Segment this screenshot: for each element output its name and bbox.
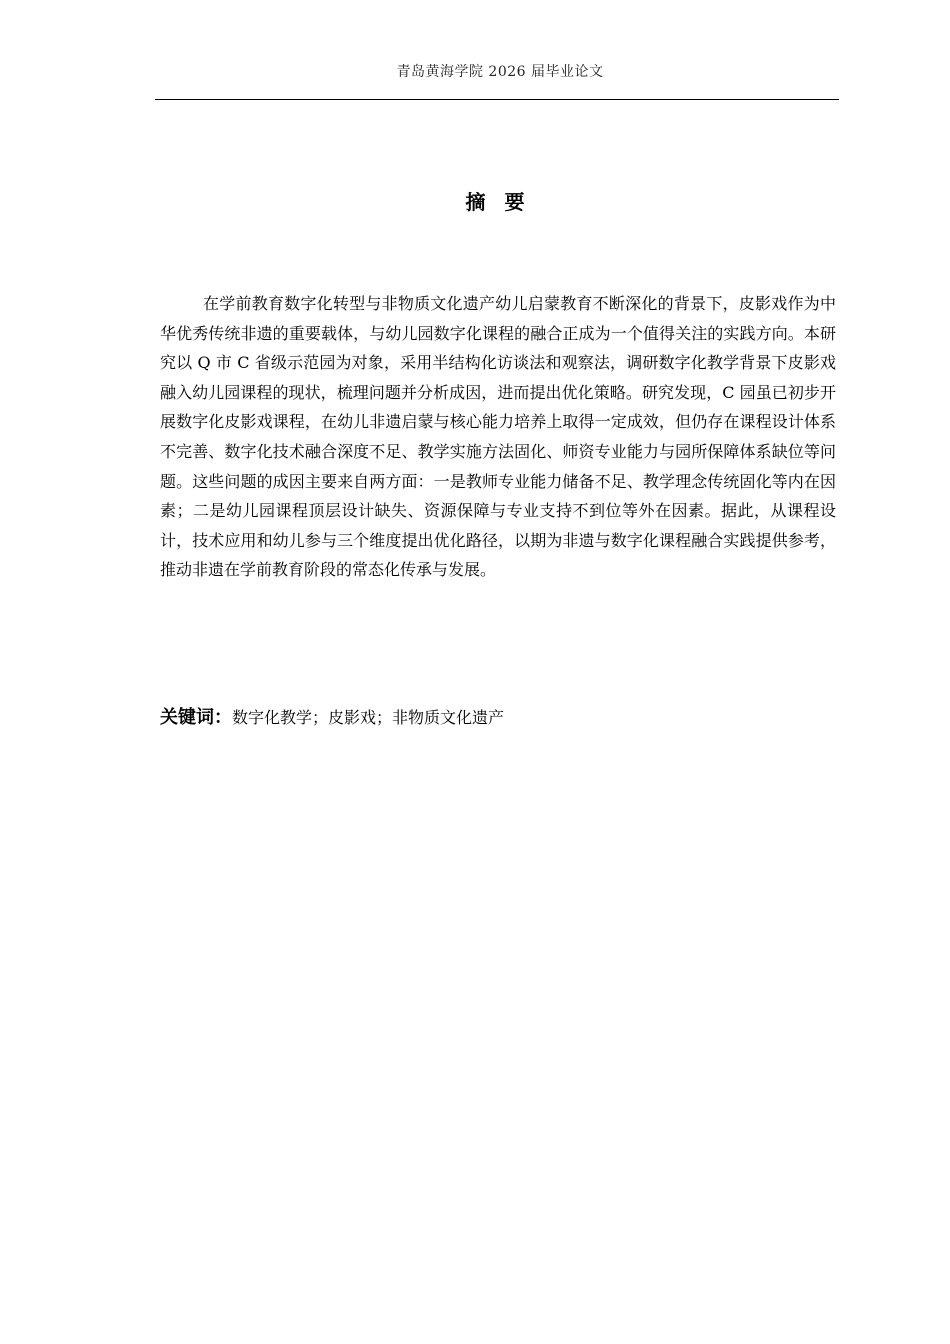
abstract-title: 摘 要 [465, 190, 531, 214]
abstract-body: 在学前教育数字化转型与非物质文化遗产幼儿启蒙教育不断深化的背景下，皮影戏作为中华优秀传统非遗的重要载体，与幼儿园数字化课程的融合正成为一个值得关注的实践方向。本研究以 Q 市 C 省级示范园为对象，采用半结构化访谈法和观察法，调研数字化教学背景下皮影戏融入幼儿园课程的现状，梳理问题并分析成因，进而提出优化策略。研究发现，C 园虽已初步开展数字化皮影戏课程，在幼儿非遗启蒙与核心能力培养上取得一定成效，但仍存在课程设计体系不完善、数字化技术融合深度不足、教学实施方法固化、师资专业能力与园所保障体系缺位等问题。这些问题的成因主要来自两方面：一是教师专业能力储备不足、教学理念传统固化等内在因素；二是幼儿园课程顶层设计缺失、资源保障与专业支持不到位等外在因素。据此，从课程设计，技术应用和幼儿参与三个维度提出优化路径，以期为非遗与数字化课程融合实践提供参考，推动非遗在学前教育阶段的常态化传承与发展。 [160, 294, 836, 580]
keywords-value: 数字化教学；皮影戏；非物质文化遗产 [232, 708, 505, 727]
keywords-line [160, 704, 836, 732]
keywords-label: 关键词： [160, 707, 232, 728]
header-divider [155, 99, 839, 100]
running-header: 青岛黄海学院 2026 届毕业论文 [396, 64, 604, 80]
